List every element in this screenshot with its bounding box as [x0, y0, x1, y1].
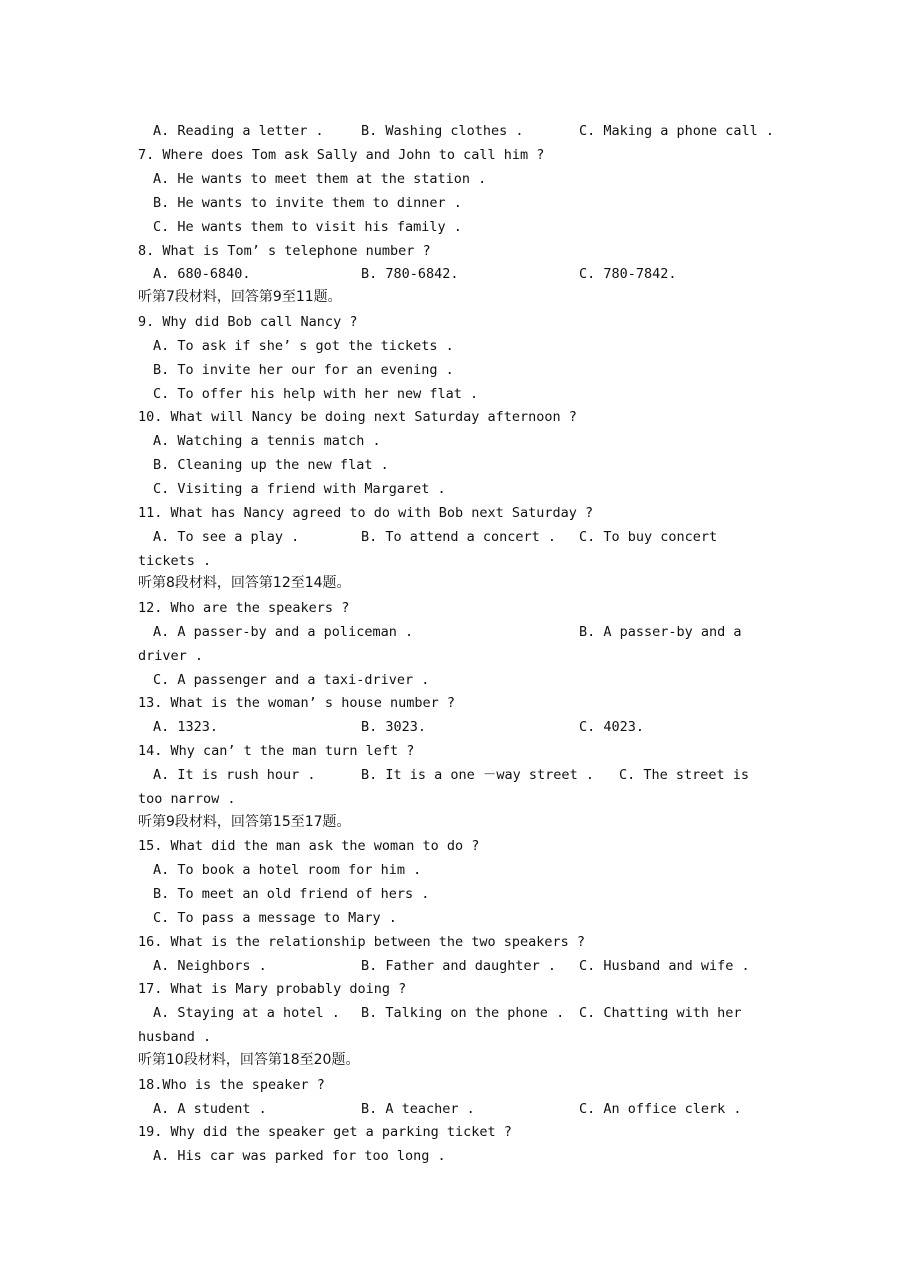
options-row: [138, 620, 742, 644]
option-a: A. A passer-by and a policeman .: [153, 624, 414, 640]
option-b: B. Washing clothes .: [361, 123, 524, 139]
question-7: 7. Where does Tom ask Sally and John to call him ?: [138, 147, 545, 163]
option-c: C. An office clerk .: [579, 1101, 742, 1117]
option-b: B. It is a one －way street .: [361, 767, 594, 783]
option-a: A. 680-6840.: [153, 266, 251, 282]
options-row: [138, 1097, 742, 1121]
option-a: A. 1323.: [153, 719, 219, 735]
question-15: 15. What did the man ask the woman to do ?: [138, 838, 480, 854]
option-a: A. To book a hotel room for him .: [153, 862, 422, 878]
option-a: A. His car was parked for too long .: [153, 1148, 446, 1164]
question-11: 11. What has Nancy agreed to do with Bob next Saturday ?: [138, 505, 594, 521]
question-17: 17. What is Mary probably doing ?: [138, 981, 407, 997]
option-continuation: tickets .: [138, 553, 212, 569]
option-c: C. Visiting a friend with Margaret .: [153, 481, 446, 497]
option-a: A. Reading a letter .: [153, 123, 324, 139]
option-b: B. 780-6842.: [361, 266, 459, 282]
option-c: C. 780-7842.: [579, 266, 677, 282]
option-continuation: driver .: [138, 648, 204, 664]
section-heading: 听第7段材料，回答第9至11题。: [138, 289, 342, 305]
option-a: A. To ask if she’ s got the tickets .: [153, 338, 454, 354]
option-c: C. He wants them to visit his family .: [153, 219, 462, 235]
section-heading: 听第8段材料，回答第12至14题。: [138, 575, 351, 591]
question-10: 10. What will Nancy be doing next Saturday afternoon ?: [138, 409, 577, 425]
option-a: A. To see a play .: [153, 529, 300, 545]
options-row: [138, 525, 718, 549]
options-row: [138, 1001, 742, 1025]
option-b: B. To invite her our for an evening .: [153, 362, 454, 378]
option-c: C. To pass a message to Mary .: [153, 910, 397, 926]
question-18: 18.Who is the speaker ?: [138, 1077, 325, 1093]
options-row: [138, 763, 750, 787]
option-b: B. A teacher .: [361, 1101, 475, 1117]
option-b: B. Cleaning up the new flat .: [153, 457, 389, 473]
option-c: C. 4023.: [579, 719, 645, 735]
option-continuation: too narrow .: [138, 791, 236, 807]
option-a: A. He wants to meet them at the station .: [153, 171, 487, 187]
option-b: B. A passer-by and a: [579, 624, 742, 640]
option-b: B. 3023.: [361, 719, 427, 735]
question-16: 16. What is the relationship between the two speakers ?: [138, 934, 586, 950]
question-8: 8. What is Tom’ s telephone number ?: [138, 243, 431, 259]
option-a: A. It is rush hour .: [153, 767, 316, 783]
options-row: [138, 715, 645, 739]
question-19: 19. Why did the speaker get a parking ticket ?: [138, 1124, 512, 1140]
option-a: A. Neighbors .: [153, 958, 267, 974]
option-b: B. To meet an old friend of hers .: [153, 886, 430, 902]
option-c: C. A passenger and a taxi-driver .: [153, 672, 430, 688]
option-c: C. The street is: [619, 767, 750, 783]
options-row: [138, 262, 677, 286]
option-a: A. A student .: [153, 1101, 267, 1117]
option-c: C. To buy concert: [579, 529, 718, 545]
question-12: 12. Who are the speakers ?: [138, 600, 350, 616]
option-c: C. Making a phone call .: [579, 123, 775, 139]
option-continuation: husband .: [138, 1029, 212, 1045]
option-c: C. To offer his help with her new flat .: [153, 386, 479, 402]
option-b: B. Father and daughter .: [361, 958, 557, 974]
option-a: A. Watching a tennis match .: [153, 433, 381, 449]
option-c: C. Chatting with her: [579, 1005, 742, 1021]
option-b: B. He wants to invite them to dinner .: [153, 195, 462, 211]
option-b: B. To attend a concert .: [361, 529, 557, 545]
option-a: A. Staying at a hotel .: [153, 1005, 340, 1021]
option-b: B. Talking on the phone .: [361, 1005, 565, 1021]
question-9: 9. Why did Bob call Nancy ?: [138, 314, 358, 330]
option-c: C. Husband and wife .: [579, 958, 750, 974]
question-14: 14. Why can’ t the man turn left ?: [138, 743, 415, 759]
question-13: 13. What is the woman’ s house number ?: [138, 695, 455, 711]
section-heading: 听第10段材料，回答第18至20题。: [138, 1052, 360, 1068]
options-row: [138, 119, 775, 143]
section-heading: 听第9段材料，回答第15至17题。: [138, 814, 351, 830]
options-row: [138, 954, 750, 978]
